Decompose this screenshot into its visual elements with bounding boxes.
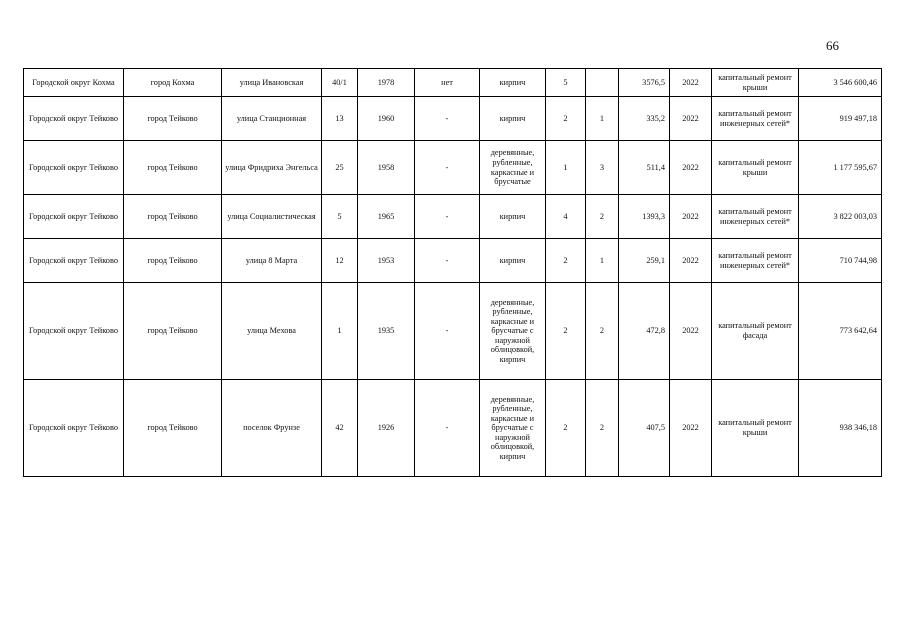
settlement-cell: город Тейково xyxy=(124,283,222,380)
wall-material-cell: деревянные, рубленные, каркасные и брусчатые с наружной облицовкой, кирпич xyxy=(480,380,546,477)
wall-material-cell: кирпич xyxy=(480,97,546,141)
year-built-cell: 1926 xyxy=(358,380,415,477)
flag-cell: - xyxy=(415,283,480,380)
plan-year-cell: 2022 xyxy=(670,141,712,195)
work-type-cell: капитальный ремонт инженерных сетей* xyxy=(712,195,799,239)
municipality-cell: Городской округ Тейково xyxy=(24,283,124,380)
wall-material-cell: деревянные, рубленные, каркасные и брусчатые с наружной облицовкой, кирпич xyxy=(480,283,546,380)
floors-cell: 4 xyxy=(546,195,586,239)
municipality-cell: Городской округ Тейково xyxy=(24,239,124,283)
floors-cell: 2 xyxy=(546,283,586,380)
wall-material-cell: кирпич xyxy=(480,69,546,97)
work-type-cell: капитальный ремонт инженерных сетей* xyxy=(712,97,799,141)
year-built-cell: 1965 xyxy=(358,195,415,239)
plan-year-cell: 2022 xyxy=(670,239,712,283)
plan-year-cell: 2022 xyxy=(670,195,712,239)
house-number-cell: 5 xyxy=(322,195,358,239)
flag-cell: - xyxy=(415,195,480,239)
year-built-cell: 1960 xyxy=(358,97,415,141)
year-built-cell: 1958 xyxy=(358,141,415,195)
area-cell: 511,4 xyxy=(619,141,670,195)
street-cell: улица Фридриха Энгельса xyxy=(222,141,322,195)
wall-material-cell: кирпич xyxy=(480,195,546,239)
floors-cell: 2 xyxy=(546,239,586,283)
street-cell: улица 8 Марта xyxy=(222,239,322,283)
table-row xyxy=(24,239,882,283)
flag-cell: - xyxy=(415,141,480,195)
floors-cell: 5 xyxy=(546,69,586,97)
cost-cell: 773 642,64 xyxy=(799,283,882,380)
cost-cell: 3 822 003,03 xyxy=(799,195,882,239)
street-cell: поселок Фрунзе xyxy=(222,380,322,477)
wall-material-cell: деревянные, рубленные, каркасные и брусчатые xyxy=(480,141,546,195)
table-row xyxy=(24,141,882,195)
cost-cell: 3 546 600,46 xyxy=(799,69,882,97)
entrances-cell: 1 xyxy=(586,97,619,141)
table-row xyxy=(24,283,882,380)
settlement-cell: город Кохма xyxy=(124,69,222,97)
work-type-cell: капитальный ремонт крыши xyxy=(712,380,799,477)
cost-cell: 919 497,18 xyxy=(799,97,882,141)
cost-cell: 1 177 595,67 xyxy=(799,141,882,195)
settlement-cell: город Тейково xyxy=(124,97,222,141)
work-type-cell: капитальный ремонт крыши xyxy=(712,69,799,97)
house-number-cell: 40/1 xyxy=(322,69,358,97)
plan-year-cell: 2022 xyxy=(670,69,712,97)
table-row xyxy=(24,97,882,141)
work-type-cell: капитальный ремонт крыши xyxy=(712,141,799,195)
municipality-cell: Городской округ Тейково xyxy=(24,380,124,477)
house-number-cell: 42 xyxy=(322,380,358,477)
table-row xyxy=(24,380,882,477)
area-cell: 335,2 xyxy=(619,97,670,141)
house-number-cell: 25 xyxy=(322,141,358,195)
flag-cell: - xyxy=(415,97,480,141)
work-type-cell: капитальный ремонт фасада xyxy=(712,283,799,380)
floors-cell: 1 xyxy=(546,141,586,195)
work-type-cell: капитальный ремонт инженерных сетей* xyxy=(712,239,799,283)
municipality-cell: Городской округ Тейково xyxy=(24,141,124,195)
street-cell: улица Социалистическая xyxy=(222,195,322,239)
floors-cell: 2 xyxy=(546,97,586,141)
street-cell: улица Мехова xyxy=(222,283,322,380)
year-built-cell: 1935 xyxy=(358,283,415,380)
plan-year-cell: 2022 xyxy=(670,283,712,380)
house-number-cell: 13 xyxy=(322,97,358,141)
house-number-cell: 1 xyxy=(322,283,358,380)
area-cell: 3576,5 xyxy=(619,69,670,97)
municipality-cell: Городской округ Тейково xyxy=(24,195,124,239)
street-cell: улица Станционная xyxy=(222,97,322,141)
entrances-cell: 2 xyxy=(586,283,619,380)
entrances-cell: 1 xyxy=(586,239,619,283)
plan-year-cell: 2022 xyxy=(670,97,712,141)
page-number: 66 xyxy=(826,38,839,53)
settlement-cell: город Тейково xyxy=(124,239,222,283)
table-row xyxy=(24,195,882,239)
area-cell: 259,1 xyxy=(619,239,670,283)
municipality-cell: Городской округ Кохма xyxy=(24,69,124,97)
year-built-cell: 1953 xyxy=(358,239,415,283)
street-cell: улица Ивановская xyxy=(222,69,322,97)
floors-cell: 2 xyxy=(546,380,586,477)
municipality-cell: Городской округ Тейково xyxy=(24,97,124,141)
flag-cell: - xyxy=(415,239,480,283)
table-row xyxy=(24,69,882,97)
flag-cell: - xyxy=(415,380,480,477)
area-cell: 1393,3 xyxy=(619,195,670,239)
cost-cell: 710 744,98 xyxy=(799,239,882,283)
settlement-cell: город Тейково xyxy=(124,380,222,477)
entrances-cell xyxy=(586,69,619,97)
area-cell: 472,8 xyxy=(619,283,670,380)
settlement-cell: город Тейково xyxy=(124,195,222,239)
housing-repair-table xyxy=(23,68,882,477)
entrances-cell: 2 xyxy=(586,380,619,477)
plan-year-cell: 2022 xyxy=(670,380,712,477)
entrances-cell: 2 xyxy=(586,195,619,239)
area-cell: 407,5 xyxy=(619,380,670,477)
settlement-cell: город Тейково xyxy=(124,141,222,195)
entrances-cell: 3 xyxy=(586,141,619,195)
wall-material-cell: кирпич xyxy=(480,239,546,283)
year-built-cell: 1978 xyxy=(358,69,415,97)
cost-cell: 938 346,18 xyxy=(799,380,882,477)
flag-cell: нет xyxy=(415,69,480,97)
house-number-cell: 12 xyxy=(322,239,358,283)
